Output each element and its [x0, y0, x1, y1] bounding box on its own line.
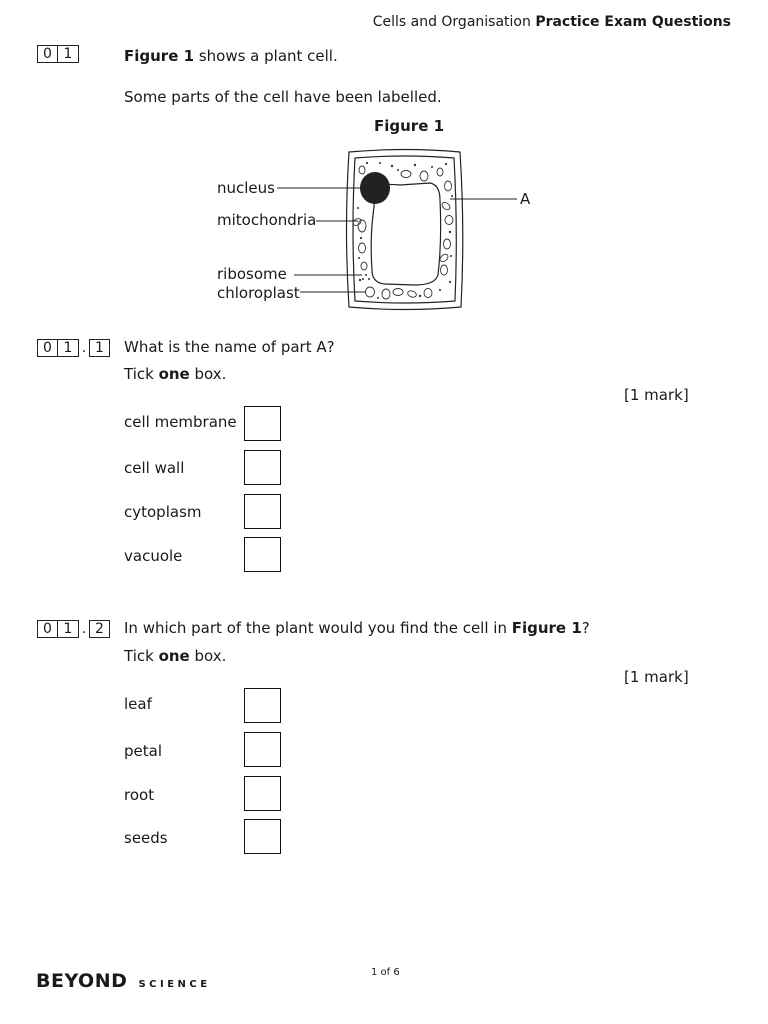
question-01-line2: Some parts of the cell have been labelled.	[124, 88, 442, 106]
option-label: seeds	[124, 829, 168, 847]
label-nucleus: nucleus	[217, 179, 275, 197]
tick-pre: Tick	[124, 647, 159, 665]
option-label: leaf	[124, 695, 152, 713]
tick-bold: one	[158, 365, 190, 383]
option-label: root	[124, 786, 155, 804]
question-number-01-2	[37, 620, 110, 638]
option-label: cell wall	[124, 459, 185, 477]
tick-instruction	[124, 647, 226, 665]
plant-cell-figure	[0, 0, 768, 330]
digit-box: 0	[37, 620, 58, 638]
tick-instruction	[124, 365, 226, 383]
question-01-2-text	[124, 619, 590, 637]
question-bold: Figure 1	[511, 619, 582, 637]
logo-main: BEYOND	[36, 970, 128, 992]
option-label: vacuole	[124, 547, 183, 565]
label-a: A	[520, 190, 531, 208]
number-separator: .	[81, 621, 87, 637]
digit-box: 1	[58, 620, 79, 638]
tick-post: box.	[189, 365, 227, 383]
label-chloroplast: chloroplast	[217, 284, 300, 302]
digit-box: 0	[37, 339, 58, 357]
label-ribosome: ribosome	[217, 265, 287, 283]
tick-pre: Tick	[124, 365, 159, 383]
tick-box-petal[interactable]	[244, 732, 281, 767]
tick-box-root[interactable]	[244, 776, 281, 811]
tick-box-cytoplasm[interactable]	[244, 494, 281, 529]
tick-box-seeds[interactable]	[244, 819, 281, 854]
digit-box: 1	[58, 45, 79, 63]
tick-box-leaf[interactable]	[244, 688, 281, 723]
tick-box-cell-wall[interactable]	[244, 450, 281, 485]
option-label: cytoplasm	[124, 503, 202, 521]
page-number: 1 of 6	[371, 967, 400, 978]
digit-box: 2	[89, 620, 110, 638]
digit-box: 1	[89, 339, 110, 357]
marks-label: [1 mark]	[624, 668, 689, 686]
question-post: ?	[581, 619, 590, 637]
header-type: Practice Exam Questions	[535, 14, 731, 30]
figure-title: Figure 1	[374, 117, 445, 135]
number-separator: .	[81, 340, 87, 356]
digit-box: 0	[37, 45, 58, 63]
question-number-01-1	[37, 339, 110, 357]
logo-sub: SCIENCE	[138, 979, 211, 990]
label-mitochondria: mitochondria	[217, 211, 317, 229]
tick-bold: one	[158, 647, 190, 665]
tick-post: box.	[189, 647, 227, 665]
option-label: cell membrane	[124, 413, 237, 431]
beyond-science-logo	[36, 970, 211, 992]
question-pre: In which part of the plant would you find the cell in	[124, 619, 512, 637]
option-label: petal	[124, 742, 162, 760]
digit-box: 1	[58, 339, 79, 357]
tick-box-vacuole[interactable]	[244, 537, 281, 572]
question-01-1-text: What is the name of part A?	[124, 338, 335, 356]
intro-text: shows a plant cell.	[194, 47, 338, 65]
marks-label: [1 mark]	[624, 386, 689, 404]
tick-box-cell-membrane[interactable]	[244, 406, 281, 441]
header-topic: Cells and Organisation	[372, 14, 531, 30]
figure-reference: Figure 1	[124, 47, 195, 65]
